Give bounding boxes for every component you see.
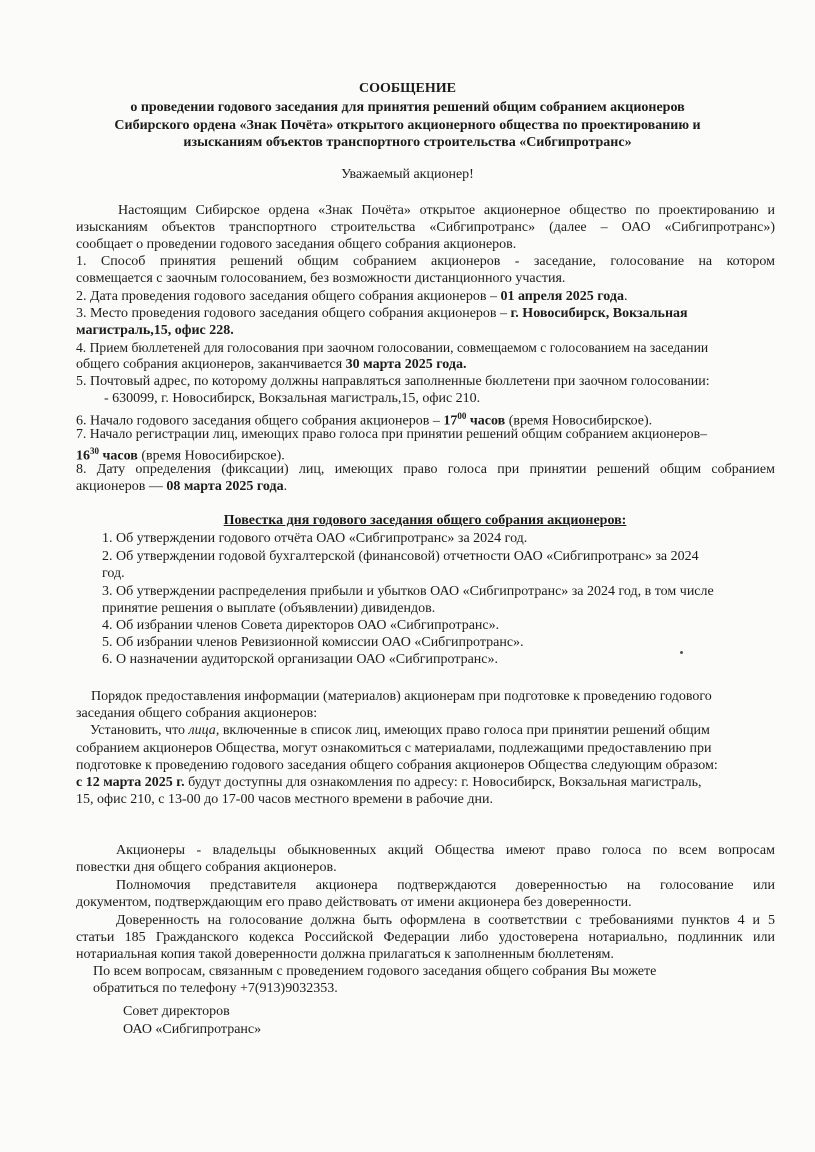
item-4-text: общего собрания акционеров, заканчивается bbox=[76, 357, 346, 372]
agenda-item-6: 6. О назначении аудиторской организации ОАО «Сибгипротранс». bbox=[102, 652, 498, 667]
item-3-text: 3. Место проведения годового заседания общего собрания акционеров – bbox=[76, 306, 511, 321]
item-3-line-1 bbox=[76, 305, 688, 322]
item-7-word: часов bbox=[99, 448, 138, 464]
item-7-line-1: 7. Начало регистрации лиц, имеющих право голоса при принятии решений общим собранием акционеров– bbox=[76, 426, 707, 441]
closing-p3-line-2: статьи 185 Гражданского кодекса Российской Федерации либо удостоверена нотариально, подлинник или bbox=[76, 930, 775, 945]
item-6-minutes: 00 bbox=[457, 411, 467, 421]
agenda-item-3-line-2: принятие решения о выплате (объявлении) дивидендов. bbox=[102, 601, 436, 616]
info-line-1: Порядок предоставления информации (материалов) акционерам при подготовке к проведению годового bbox=[91, 689, 712, 704]
closing-p3-line-1: Доверенность на голосование должна быть оформлена в соответствии с требованиями пунктов 4 и 5 bbox=[116, 913, 775, 928]
item-7-minutes: 30 bbox=[90, 446, 99, 456]
agenda-title: Повестка дня годового заседания общего собрания акционеров: bbox=[223, 513, 627, 528]
info-line-2: заседания общего собрания акционеров: bbox=[76, 706, 318, 721]
closing-p2-line-1: Полномочия представителя акционера подтверждаются доверенностью на голосование или bbox=[116, 878, 775, 893]
item-3-line-2: магистраль,15, офис 228. bbox=[76, 323, 234, 338]
intro-line-1: Настоящим Сибирское ордена «Знак Почёта» открытое акционерное общество по проектированию и bbox=[118, 203, 775, 218]
item-2-text: 2. Дата проведения годового заседания общего собрания акционеров – bbox=[76, 289, 501, 304]
greeting: Уважаемый акционер! bbox=[341, 167, 474, 182]
item-6-end: (время Новосибирское). bbox=[505, 413, 653, 429]
item-1-line-2: совмещается с заочным голосованием, без возможности дистанционного участия. bbox=[76, 271, 566, 286]
item-2-end: . bbox=[623, 289, 628, 304]
item-6-hour: 17 bbox=[443, 413, 458, 429]
agenda-item-4: 4. Об избрании членов Совета директоров ОАО «Сибгипротранс». bbox=[102, 618, 500, 633]
info-line-3-italic: лица bbox=[188, 723, 216, 738]
item-5-line-2: - 630099, г. Новосибирск, Вокзальная магистраль,15, офис 210. bbox=[104, 391, 481, 406]
subtitle-line-1: о проведении годового заседания для принятия решений общим собранием акционеров bbox=[130, 100, 685, 115]
info-line-3-a: Установить, что bbox=[90, 723, 189, 738]
item-8-line-1: 8. Дату определения (фиксации) лиц, имеющих право голоса при принятии решений общим собранием bbox=[76, 462, 775, 477]
item-8-text: акционеров — bbox=[76, 479, 167, 494]
closing-p1-line-1: Акционеры - владельцы обыкновенных акций Общества имеют право голоса по всем вопросам bbox=[116, 843, 775, 858]
item-8-line-2 bbox=[76, 478, 287, 495]
info-line-4: собранием акционеров Общества, могут ознакомиться с материалами, подлежащими предоставлению при bbox=[76, 741, 712, 756]
agenda-item-2-line-2: год. bbox=[102, 566, 125, 581]
item-1-line-1: 1. Способ принятия решений общим собранием акционеров - заседание, голосование на котором bbox=[76, 254, 775, 269]
agenda-item-3-line-1: 3. Об утверждении распределения прибыли и убытков ОАО «Сибгипротранс» за 2024 год, в том числе bbox=[102, 584, 714, 599]
item-7-end: (время Новосибирское). bbox=[137, 448, 285, 464]
closing-p4-line-2: обратиться по телефону +7(913)9032353. bbox=[93, 981, 338, 996]
subtitle-line-2: Сибирского ордена «Знак Почёта» открытого акционерного общества по проектированию и bbox=[114, 118, 701, 133]
closing-p2-line-2: документом, подтверждающим его право действовать от имени акционера без доверенности. bbox=[76, 895, 632, 910]
info-date: с 12 марта 2025 г. bbox=[76, 775, 185, 790]
info-line-6-text: будут доступны для ознакомления по адресу: г. Новосибирск, Вокзальная магистраль, bbox=[184, 775, 702, 790]
item-3-place: г. Новосибирск, Вокзальная bbox=[510, 306, 688, 321]
info-line-6 bbox=[76, 774, 702, 791]
item-8-end: . bbox=[283, 479, 288, 494]
intro-line-3: сообщает о проведении годового заседания общего собрания акционеров. bbox=[76, 237, 517, 252]
info-line-3-b: , включенные в список лиц, имеющих право голоса при принятии решений общим bbox=[215, 723, 710, 738]
intro-line-2: изысканиям объектов транспортного строительства «Сибгипротранс» (далее – ОАО «Сибгипротранс») bbox=[76, 220, 775, 235]
item-7-hour: 16 bbox=[76, 448, 90, 464]
document-title: СООБЩЕНИЕ bbox=[359, 81, 456, 96]
info-line-5: подготовке к проведению годового заседания общего собрания акционеров Общества следующим образом: bbox=[76, 758, 718, 773]
signature-line-1: Совет директоров bbox=[123, 1004, 230, 1019]
signature-line-2: ОАО «Сибгипротранс» bbox=[123, 1022, 262, 1037]
closing-p4-line-1: По всем вопросам, связанным с проведением годового заседания общего собрания Вы можете bbox=[93, 964, 657, 979]
item-8-date: 08 марта 2025 года bbox=[166, 479, 284, 494]
item-6-text: 6. Начало годового заседания общего собрания акционеров – bbox=[76, 413, 444, 429]
item-4-line-1: 4. Прием бюллетеней для голосования при заочном голосовании, совмещаемом с голосованием на заседании bbox=[76, 340, 709, 355]
closing-p1-line-2: повестки дня общего собрания акционеров. bbox=[76, 860, 337, 875]
agenda-item-1: 1. Об утверждении годового отчёта ОАО «Сибгипротранс» за 2024 год. bbox=[102, 531, 528, 546]
item-6-word: часов bbox=[466, 413, 506, 429]
item-2-date: 01 апреля 2025 года bbox=[500, 289, 624, 304]
info-line-7: 15, офис 210, с 13-00 до 17-00 часов местного времени в рабочие дни. bbox=[76, 792, 493, 807]
subtitle-line-3: изысканиям объектов транспортного строительства «Сибгипротранс» bbox=[183, 135, 632, 150]
closing-p3-line-3: нотариальная копия такой доверенности должна прилагаться к заполненным бюллетеням. bbox=[76, 947, 614, 962]
item-4-line-2 bbox=[76, 356, 466, 373]
agenda-item-5: 5. Об избрании членов Ревизионной комиссии ОАО «Сибгипротранс». bbox=[102, 635, 524, 650]
agenda-item-2-line-1: 2. Об утверждении годовой бухгалтерской (финансовой) отчетности ОАО «Сибгипротранс» за 2024 bbox=[102, 549, 699, 564]
info-line-3 bbox=[90, 722, 710, 739]
item-2 bbox=[76, 288, 627, 305]
item-5-line-1: 5. Почтовый адрес, по которому должны направляться заполненные бюллетени при заочном голосовании: bbox=[76, 374, 710, 389]
item-4-date: 30 марта 2025 года. bbox=[345, 357, 467, 372]
speck bbox=[680, 651, 683, 654]
